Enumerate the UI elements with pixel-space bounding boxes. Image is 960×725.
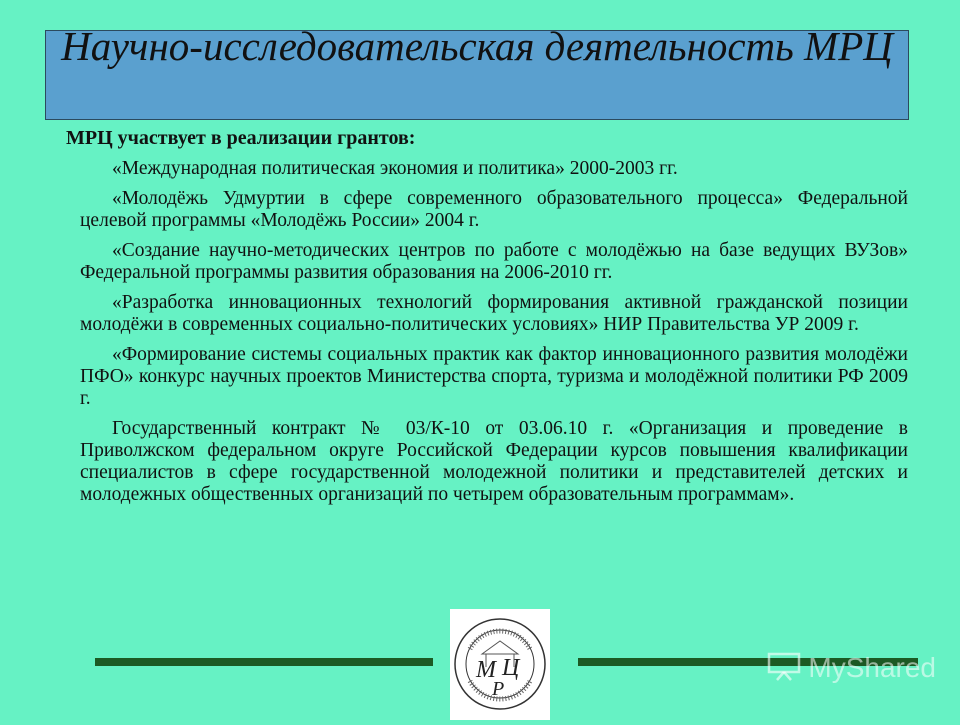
slide-title: Научно-исследовательская деятельность МРЦ: [61, 23, 893, 69]
svg-text:М: М: [476, 657, 496, 683]
grant-item: «Создание научно-методических центров по работе с молодёжью на базе ведущих ВУЗов» Федеральной программы развития образования на 2006-2010 гг.: [80, 240, 908, 283]
watermark-text: MyShared: [808, 651, 936, 683]
grants-heading: МРЦ участвует в реализации грантов:: [66, 127, 416, 149]
grant-item: «Международная политическая экономия и политика» 2000-2003 гг.: [112, 158, 678, 179]
svg-text:Р: Р: [492, 678, 505, 700]
svg-text:Ц: Ц: [502, 655, 520, 681]
presentation-icon: [767, 651, 801, 688]
left-divider-bar: [95, 658, 433, 666]
grant-item: «Разработка инновационных технологий формирования активной гражданской позиции молодёжи в современных социально-политических условиях» НИР Правительства УР 2009 г.: [80, 292, 908, 335]
mrc-logo: [450, 609, 550, 720]
watermark: [767, 651, 936, 688]
grant-item: «Формирование системы социальных практик как фактор инновационного развития молодёжи ПФО» конкурс научных проектов Министерства спорта, туризма и молодёжной политики РФ 2009 г.: [80, 344, 908, 409]
grants-list: [80, 158, 908, 514]
grant-item: «Молодёжь Удмуртии в сфере современного образовательного процесса» Федеральной целевой программы «Молодёжь России» 2004 г.: [80, 188, 908, 231]
mrc-seal-icon: [450, 609, 550, 720]
grant-item: Государственный контракт № 03/К-10 от 03.06.10 г. «Организация и проведение в Приволжском федеральном округе Российской Федерации курсов повышения квалификации специалистов в сфере государственной молодежной политики и представителей детских и молодежных общественных организаций по четырем образовательным программам».: [80, 418, 908, 505]
